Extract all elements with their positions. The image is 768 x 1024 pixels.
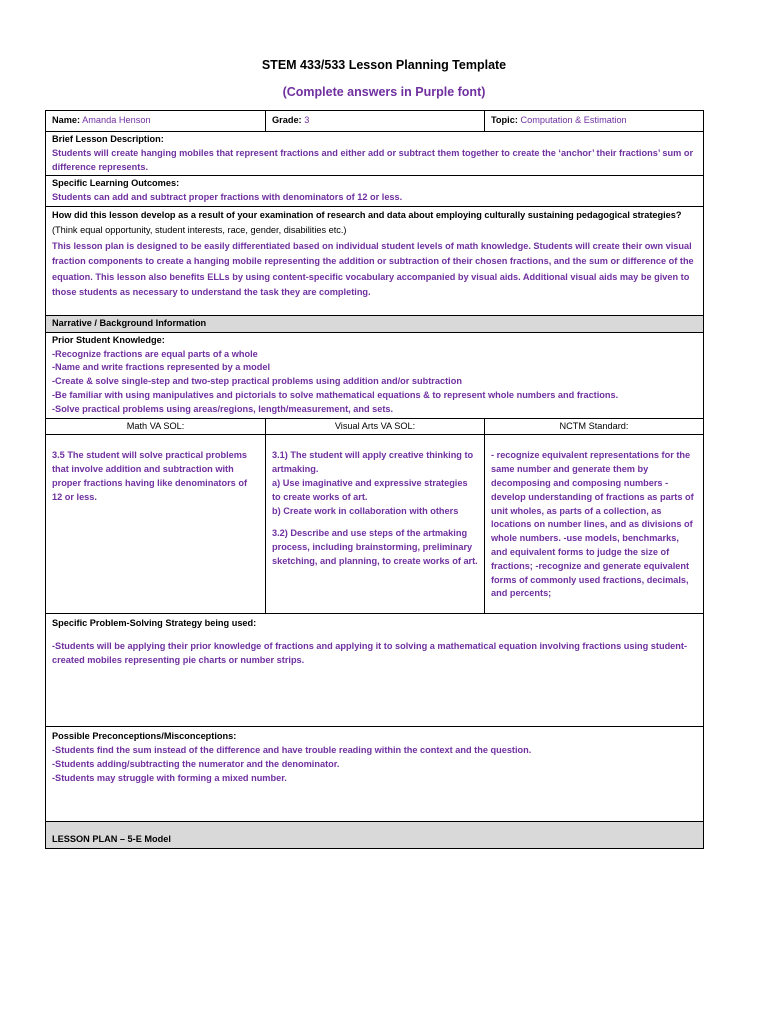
prior-knowledge-item: -Be familiar with using manipulatives and pictorials to solve mathematical equations & to represent whole numbers and fractions. <box>52 389 619 400</box>
math-sol-cell <box>46 435 266 614</box>
standards-content-row <box>46 435 704 614</box>
narrative-row <box>46 315 704 332</box>
arts-standard-number: 3.2 <box>272 528 285 539</box>
research-hint: (Think equal opportunity, student interests, race, gender, disabilities etc.) <box>52 225 347 236</box>
misconceptions-cell <box>46 727 704 822</box>
info-row <box>46 111 704 132</box>
prior-knowledge-heading: Prior Student Knowledge: <box>52 334 165 345</box>
strategy-heading: Specific Problem-Solving Strategy being used: <box>52 618 257 629</box>
topic-value: Computation & Estimation <box>520 115 627 125</box>
arts-standard-text: ) The student will apply creative thinking to artmaking. <box>272 450 474 475</box>
arts-sol-heading: Visual Arts VA SOL: <box>266 418 485 435</box>
name-value: Amanda Henson <box>82 115 151 125</box>
misconceptions-item: -Students adding/subtracting the numerator and the denominator. <box>52 758 340 769</box>
lesson-plan-row <box>46 822 704 849</box>
research-cell <box>46 206 704 315</box>
page-title: STEM 433/533 Lesson Planning Template <box>261 58 507 72</box>
prior-knowledge-item: -Name and write fractions represented by a model <box>52 362 271 373</box>
arts-standard-text: ) Describe and use steps of the artmaking process, including brainstorming, preliminary sketching, and planning, to create works of art. <box>272 528 478 566</box>
arts-standard-number: 3.1 <box>272 450 285 461</box>
prior-knowledge-item: -Solve practical problems using areas/regions, length/measurement, and sets. <box>52 403 394 414</box>
lesson-plan-heading: LESSON PLAN – 5-E Model <box>46 822 704 849</box>
strategy-text: -Students will be applying their prior knowledge of fractions and applying it to solving a mathematical equation involving fractions using student-created mobiles representing pie charts or number strips. <box>52 641 688 665</box>
learning-outcomes-heading: Specific Learning Outcomes: <box>52 178 180 189</box>
prior-knowledge-item: -Recognize fractions are equal parts of a whole <box>52 348 258 359</box>
prior-knowledge-row <box>46 332 704 418</box>
misconceptions-item: -Students may struggle with forming a mixed number. <box>52 772 287 783</box>
page-subtitle: (Complete answers in Purple font) <box>282 85 486 99</box>
name-cell <box>46 111 266 132</box>
nctm-cell <box>485 435 704 614</box>
strategy-cell <box>46 614 704 727</box>
research-answer: This lesson plan is designed to be easily differentiated based on individual student levels of math knowledge. Students will create their own visual fraction components to create a hanging mobile representing the addition or subtraction of their chosen fractions, and the sum or difference of the equation. This lesson also benefits ELLs by using content-specific vocabulary accompanied by visual aids. Additional visual aids may be given to those students as necessary to understand the task they are completing. <box>52 240 694 298</box>
misconceptions-heading: Possible Preconceptions/Misconceptions: <box>52 731 237 742</box>
nctm-text: - recognize equivalent representations for the same number and generate them by decomposing and composing numbers - develop understanding of fractions as parts of unit wholes, as parts of a collection, as locations on number lines, and as divisions of whole numbers. -use models, benchmarks, and equivalent forms to judge the size of fractions; -recognize and generate equivalent forms of commonly used fractions, decimals, and percents; <box>491 450 694 599</box>
nctm-heading: NCTM Standard: <box>485 418 704 435</box>
brief-description-text: Students will create hanging mobiles that represent fractions and either add or subtract them together to create the ‘anchor’ their fractions’ sum or difference represents. <box>52 147 694 172</box>
brief-description-heading: Brief Lesson Description: <box>52 134 164 144</box>
research-question: How did this lesson develop as a result of your examination of research and data about employing culturally sustaining pedagogical strategies? <box>52 209 682 220</box>
arts-standard-item: a) Use imaginative and expressive strategies to create works of art. <box>272 477 468 502</box>
math-sol-text: 3.5 The student will solve practical problems that involve addition and subtraction with proper fractions having like denominators of 12 or less. <box>52 450 248 502</box>
prior-knowledge-cell <box>46 332 704 418</box>
learning-outcomes-row <box>46 176 704 207</box>
grade-cell <box>266 111 485 132</box>
research-row <box>46 206 704 315</box>
grade-value: 3 <box>304 115 310 125</box>
arts-sol-cell <box>266 435 485 614</box>
learning-outcomes-text: Students can add and subtract proper fractions with denominators of 12 or less. <box>52 192 403 203</box>
topic-cell <box>485 111 704 132</box>
name-label: Name: <box>52 115 81 125</box>
prior-knowledge-item: -Create & solve single-step and two-step practical problems using addition and/or subtraction <box>52 376 462 387</box>
brief-description-cell <box>46 132 704 176</box>
math-sol-heading: Math VA SOL: <box>46 418 266 435</box>
misconceptions-item: -Students find the sum instead of the difference and have trouble reading within the context and the question. <box>52 745 532 756</box>
arts-standard-item: b) Create work in collaboration with others <box>272 505 459 516</box>
misconceptions-row <box>46 727 704 822</box>
topic-label: Topic: <box>491 115 518 125</box>
brief-description-row <box>46 132 704 176</box>
strategy-row <box>46 614 704 727</box>
standards-header-row <box>46 418 704 435</box>
narrative-heading: Narrative / Background Information <box>46 315 704 332</box>
learning-outcomes-cell <box>46 176 704 207</box>
grade-label: Grade: <box>272 115 302 125</box>
lesson-plan-table <box>45 110 704 849</box>
